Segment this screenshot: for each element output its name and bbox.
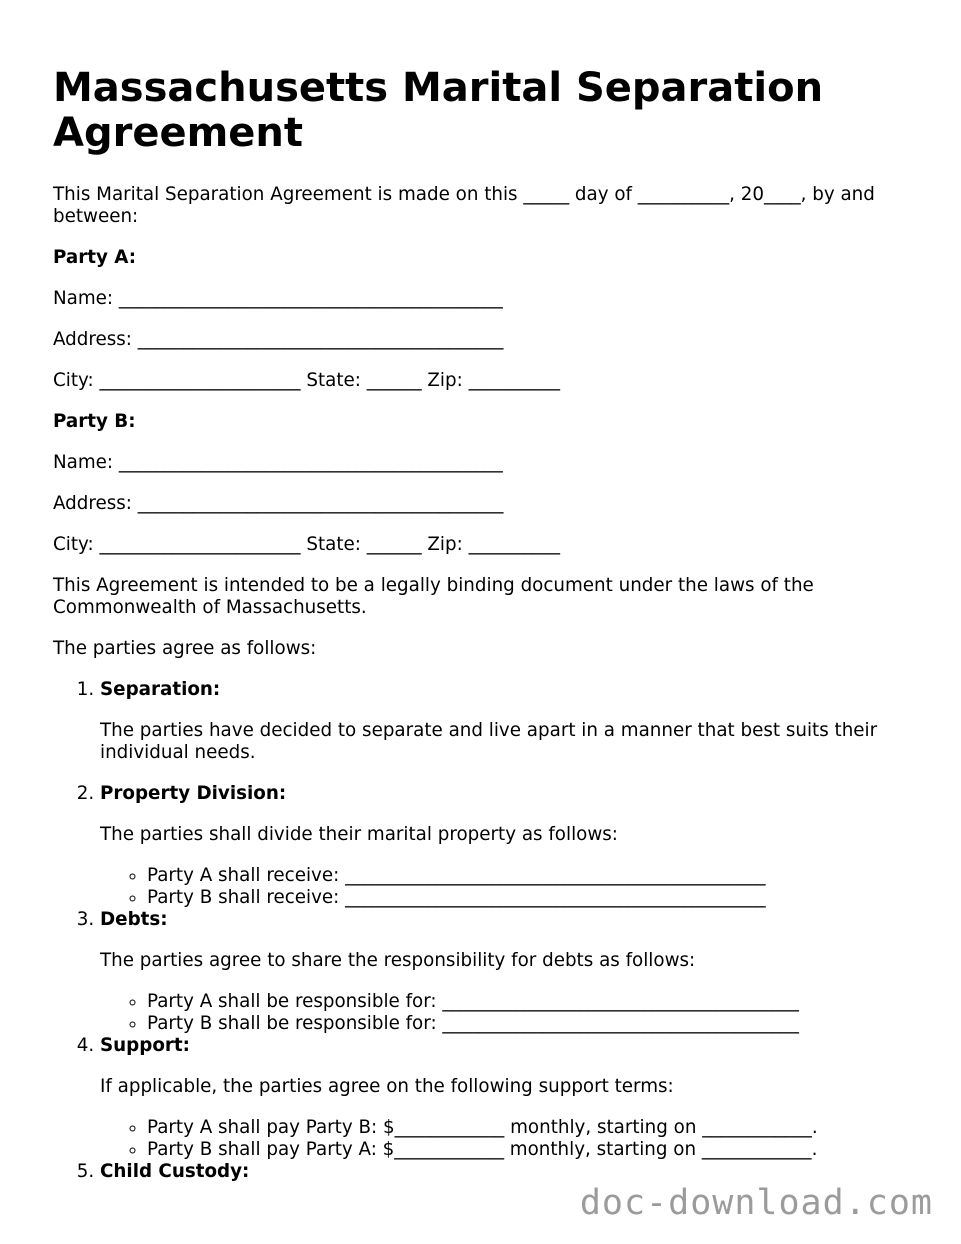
party-a-city-state-zip-line: City: ______________________ State: ______ Zip: __________ [53, 370, 560, 391]
section-text: The parties have decided to separate and live apart in a manner that best suits their individual needs. [100, 720, 878, 763]
watermark: doc-download.com [579, 1183, 933, 1223]
list-item: ◦ Party B shall be responsible for: _______________________________________ [147, 1013, 913, 1035]
list-item: ◦ Party A shall be responsible for: _______________________________________ [147, 991, 913, 1013]
party-a-address-line: Address: ________________________________________ [53, 329, 504, 350]
party-b-heading: Party B: [53, 411, 136, 432]
section-title: 1. Separation: [100, 679, 221, 700]
section-title: 5. Child Custody: [100, 1161, 250, 1182]
section-property-division [100, 783, 913, 909]
document-title: Massachusetts Marital Separation Agreement [53, 65, 824, 156]
section-title: 2. Property Division: [100, 783, 287, 804]
sections-list [53, 679, 913, 1183]
section-text: If applicable, the parties agree on the following support terms: [100, 1076, 674, 1097]
binding-statement: This Agreement is intended to be a legally binding document under the laws of the Commonwealth of Massachusetts. [53, 575, 814, 618]
list-item: ◦ Party A shall receive: ______________________________________________ [147, 865, 913, 887]
section-title: 4. Support: [100, 1035, 190, 1056]
party-b-address-line: Address: ________________________________________ [53, 493, 504, 514]
section-items [100, 865, 913, 909]
section-items [100, 991, 913, 1035]
party-a-name-line: Name: __________________________________________ [53, 288, 503, 309]
intro-paragraph: This Marital Separation Agreement is made on this _____ day of __________, 20____, by and between: [53, 184, 875, 227]
section-debts [100, 909, 913, 1035]
list-item: ◦ Party B shall receive: ______________________________________________ [147, 887, 913, 909]
party-a-heading: Party A: [53, 247, 137, 268]
party-b-name-line: Name: __________________________________________ [53, 452, 503, 473]
party-b-city-state-zip-line: City: ______________________ State: ______ Zip: __________ [53, 534, 560, 555]
section-separation [100, 679, 913, 764]
section-title: 3. Debts: [100, 909, 168, 930]
list-item: ◦ Party B shall pay Party A: $____________ monthly, starting on ____________. [147, 1139, 913, 1161]
section-text: The parties agree to share the responsibility for debts as follows: [100, 950, 696, 971]
list-item: ◦ Party A shall pay Party B: $____________ monthly, starting on ____________. [147, 1117, 913, 1139]
document-page [53, 66, 913, 1202]
section-text: The parties shall divide their marital property as follows: [100, 824, 618, 845]
section-support [100, 1035, 913, 1161]
section-items [100, 1117, 913, 1161]
section-child-custody [100, 1161, 913, 1183]
agree-intro: The parties agree as follows: [53, 638, 317, 659]
